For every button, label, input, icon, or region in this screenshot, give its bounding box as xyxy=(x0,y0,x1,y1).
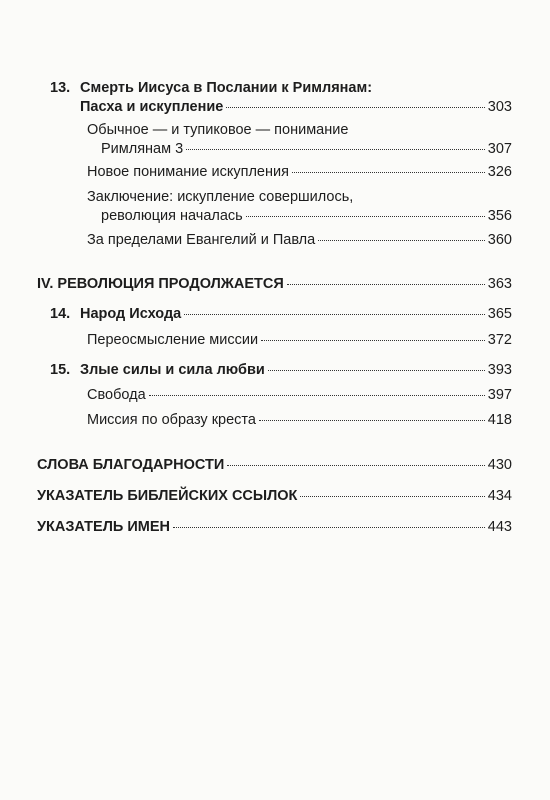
toc-entry-section[interactable] xyxy=(87,386,512,405)
dot-leader xyxy=(227,465,485,466)
page-number: 393 xyxy=(487,362,512,378)
toc-entry-chapter-13[interactable] xyxy=(50,79,512,117)
page-number: 303 xyxy=(487,99,512,115)
toc-entry-acknowledgements[interactable] xyxy=(37,456,512,475)
entry-title: Пасха и искупление xyxy=(80,99,224,115)
toc-entry-name-index[interactable] xyxy=(37,518,512,537)
entry-title: УКАЗАТЕЛЬ БИБЛЕЙСКИХ ССЫЛОК xyxy=(37,488,298,504)
dot-leader xyxy=(226,107,484,108)
dot-leader xyxy=(287,284,485,285)
toc-entry-section[interactable] xyxy=(87,411,512,430)
entry-title: IV. РЕВОЛЮЦИЯ ПРОДОЛЖАЕТСЯ xyxy=(37,276,284,292)
page-number: 326 xyxy=(487,164,512,180)
entry-title: революция началась xyxy=(101,208,243,224)
toc-entry-section[interactable] xyxy=(87,331,512,350)
dot-leader xyxy=(184,314,485,315)
entry-title: УКАЗАТЕЛЬ ИМЕН xyxy=(37,519,170,535)
page-number: 434 xyxy=(487,488,512,504)
chapter-number: 15. xyxy=(50,362,71,378)
page-number: 307 xyxy=(487,141,512,157)
page-number: 397 xyxy=(487,387,512,403)
entry-title: Миссия по образу креста xyxy=(87,412,256,428)
dot-leader xyxy=(149,395,485,396)
entry-title: Новое понимание искупления xyxy=(87,164,289,180)
page-number: 363 xyxy=(487,276,512,292)
entry-title: Злые силы и сила любви xyxy=(80,362,265,378)
toc-entry-chapter-15[interactable] xyxy=(50,361,512,380)
toc-entry-scripture-index[interactable] xyxy=(37,487,512,506)
toc-entry-section[interactable] xyxy=(87,163,512,182)
dot-leader xyxy=(300,496,484,497)
dot-leader xyxy=(186,149,485,150)
entry-title-line1: Заключение: искупление совершилось, xyxy=(87,189,354,205)
toc-entry-part-4[interactable] xyxy=(37,275,512,294)
dot-leader xyxy=(318,240,485,241)
page-number: 360 xyxy=(487,232,512,248)
toc-entry-chapter-14[interactable] xyxy=(50,305,512,324)
page-number: 443 xyxy=(487,519,512,535)
entry-title: За пределами Евангелий и Павла xyxy=(87,232,316,248)
toc-entry-section[interactable] xyxy=(87,121,512,159)
chapter-number: 14. xyxy=(50,306,71,322)
entry-title: Свобода xyxy=(87,387,146,403)
page-number: 418 xyxy=(487,412,512,428)
entry-title: СЛОВА БЛАГОДАРНОСТИ xyxy=(37,457,225,473)
dot-leader xyxy=(259,420,485,421)
page-number: 372 xyxy=(487,332,512,348)
dot-leader xyxy=(173,527,485,528)
chapter-number: 13. xyxy=(50,80,71,96)
page-number: 365 xyxy=(487,306,512,322)
entry-title-line1: Смерть Иисуса в Послании к Римлянам: xyxy=(80,80,373,96)
dot-leader xyxy=(268,370,485,371)
dot-leader xyxy=(261,340,485,341)
entry-title: Переосмысление миссии xyxy=(87,332,259,348)
entry-title-line1: Обычное — и тупиковое — понимание xyxy=(87,122,349,138)
page-number: 430 xyxy=(487,457,512,473)
toc-entry-section[interactable] xyxy=(87,231,512,250)
dot-leader xyxy=(292,172,485,173)
entry-title: Римлянам 3 xyxy=(101,141,184,157)
entry-title: Народ Исхода xyxy=(80,306,182,322)
toc-entry-section[interactable] xyxy=(87,188,512,226)
dot-leader xyxy=(246,216,485,217)
page-number: 356 xyxy=(487,208,512,224)
